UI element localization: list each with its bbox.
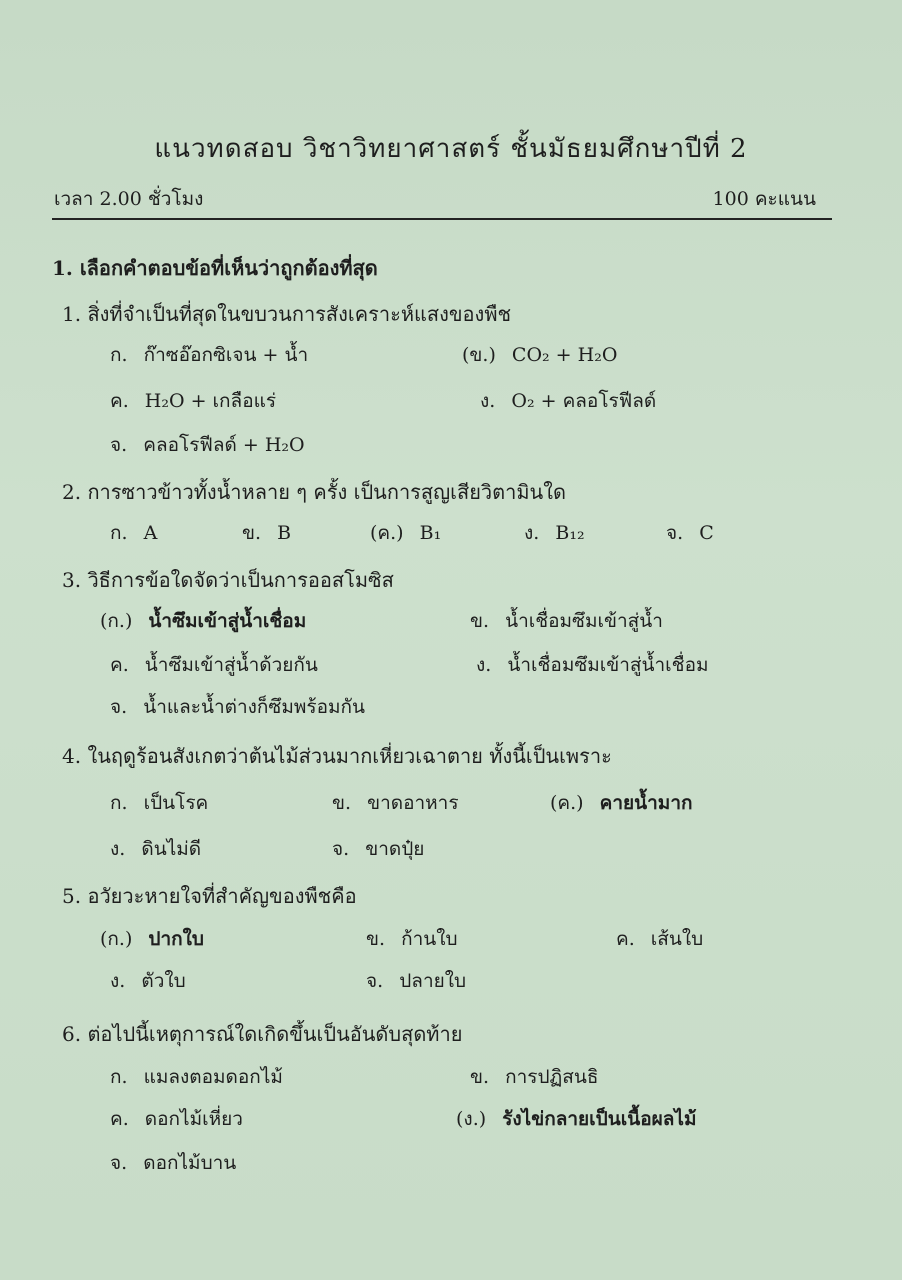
option-label: (ค.) [550, 792, 584, 814]
option-text: ปลายใบ [399, 970, 467, 992]
option-text: ก้านใบ [401, 928, 458, 950]
option-4d [110, 834, 201, 864]
option-text: H₂O + เกลือแร่ [144, 390, 277, 412]
option-text: C [699, 522, 714, 544]
option-label: (ค.) [370, 522, 404, 544]
question-2: 2. การซาวข้าวทั้งน้ำหลาย ๆ ครั้ง เป็นการสูญเสียวิตามินใด [62, 480, 566, 504]
option-label: จ. [110, 1152, 128, 1174]
option-4b [332, 788, 459, 818]
option-label: ง. [110, 838, 126, 860]
question-4: 4. ในฤดูร้อนสังเกตว่าต้นไม้ส่วนมากเหี่ยวเฉาตาย ทั้งนี้เป็นเพราะ [62, 744, 612, 768]
section-title: 1. เลือกคำตอบข้อที่เห็นว่าถูกต้องที่สุด [52, 256, 378, 280]
option-3b [470, 606, 663, 636]
option-label: จ. [110, 434, 128, 456]
option-text: ขาดปุ๋ย [365, 838, 425, 860]
option-text: ดอกไม้บาน [143, 1152, 237, 1174]
option-label: ก. [110, 792, 128, 814]
option-3e [110, 692, 365, 722]
option-label: ง. [480, 390, 496, 412]
option-label: จ. [366, 970, 384, 992]
option-3a [100, 606, 306, 636]
option-label: ข. [470, 610, 490, 632]
option-text: รังไข่กลายเป็นเนื้อผลไม้ [502, 1108, 697, 1130]
option-text: ปากใบ [148, 928, 204, 950]
option-label: ก. [110, 1066, 128, 1088]
option-5c [616, 924, 703, 954]
option-2d [524, 518, 585, 548]
option-text: ขาดอาหาร [367, 792, 459, 814]
option-label: จ. [332, 838, 350, 860]
option-6c [110, 1104, 243, 1134]
option-label: ข. [470, 1066, 490, 1088]
option-2c [370, 518, 441, 548]
option-1e [110, 430, 305, 460]
option-label: ค. [110, 654, 129, 676]
option-label: ค. [616, 928, 635, 950]
option-text: ดินไม่ดี [141, 838, 202, 860]
option-text: น้ำและน้ำต่างก็ซึมพร้อมกัน [143, 696, 366, 718]
header-divider [52, 218, 832, 220]
option-text: แมลงตอมดอกไม้ [143, 1066, 283, 1088]
option-text: เส้นใบ [650, 928, 704, 950]
option-5e [366, 966, 466, 996]
option-label: ข. [332, 792, 352, 814]
option-6a [110, 1062, 283, 1092]
option-label: ข. [242, 522, 262, 544]
question-6: 6. ต่อไปนี้เหตุการณ์ใดเกิดขึ้นเป็นอันดับสุดท้าย [62, 1022, 463, 1046]
option-label: ข. [366, 928, 386, 950]
option-label: (ง.) [456, 1108, 487, 1130]
option-text: เป็นโรค [143, 792, 209, 814]
option-2b [242, 518, 291, 548]
option-label: ง. [110, 970, 126, 992]
exam-score: 100 คะแนน [712, 188, 816, 210]
question-5: 5. อวัยวะหายใจที่สำคัญของพืชคือ [62, 884, 357, 908]
option-6b [470, 1062, 598, 1092]
option-text: ก๊าซอ๊อกซิเจน + น้ำ [143, 344, 309, 366]
option-2e [666, 518, 714, 548]
option-1b [462, 340, 617, 370]
option-1d [480, 386, 656, 416]
option-text: น้ำเชื่อมซึมเข้าสู่น้ำเชื่อม [507, 654, 709, 676]
option-5d [110, 966, 186, 996]
question-3: 3. วิธีการข้อใดจัดว่าเป็นการออสโมซิส [62, 568, 394, 592]
option-text: คายน้ำมาก [599, 792, 693, 814]
option-text: A [143, 522, 158, 544]
option-label: (ก.) [100, 610, 133, 632]
option-text: B₁ [419, 522, 442, 544]
option-3d [476, 650, 709, 680]
option-text: ตัวใบ [141, 970, 186, 992]
option-5a [100, 924, 204, 954]
option-2a [110, 518, 157, 548]
option-text: น้ำซึมเข้าสู่น้ำเชื่อม [148, 610, 307, 632]
option-4e [332, 834, 424, 864]
option-label: ค. [110, 1108, 129, 1130]
option-1c [110, 386, 276, 416]
option-label: (ข.) [462, 344, 496, 366]
option-label: ง. [476, 654, 492, 676]
option-text: CO₂ + H₂O [511, 344, 618, 366]
option-5b [366, 924, 458, 954]
option-text: คลอโรฟีลด์ + H₂O [143, 434, 305, 456]
exam-time: เวลา 2.00 ชั่วโมง [54, 188, 204, 210]
option-text: ดอกไม้เหี่ยว [144, 1108, 243, 1130]
option-label: จ. [110, 696, 128, 718]
option-label: (ก.) [100, 928, 133, 950]
option-text: น้ำซึมเข้าสู่น้ำด้วยกัน [144, 654, 318, 676]
option-text: น้ำเชื่อมซึมเข้าสู่น้ำ [505, 610, 663, 632]
option-6e [110, 1148, 236, 1178]
option-text: การปฏิสนธิ [505, 1066, 599, 1088]
option-label: ค. [110, 390, 129, 412]
option-text: O₂ + คลอโรฟีลด์ [511, 390, 657, 412]
option-text: B [277, 522, 292, 544]
option-label: ก. [110, 522, 128, 544]
option-6d [456, 1104, 696, 1134]
question-1: 1. สิ่งที่จำเป็นที่สุดในขบวนการสังเคราะห์แสงของพืช [62, 302, 512, 326]
option-3c [110, 650, 318, 680]
option-label: ก. [110, 344, 128, 366]
option-label: ง. [524, 522, 540, 544]
option-4c [550, 788, 693, 818]
option-text: B₁₂ [555, 522, 585, 544]
option-1a [110, 340, 308, 370]
option-4a [110, 788, 208, 818]
page-title: แนวทดสอบ วิชาวิทยาศาสตร์ ชั้นมัธยมศึกษาปีที่ 2 [154, 134, 748, 164]
option-label: จ. [666, 522, 684, 544]
